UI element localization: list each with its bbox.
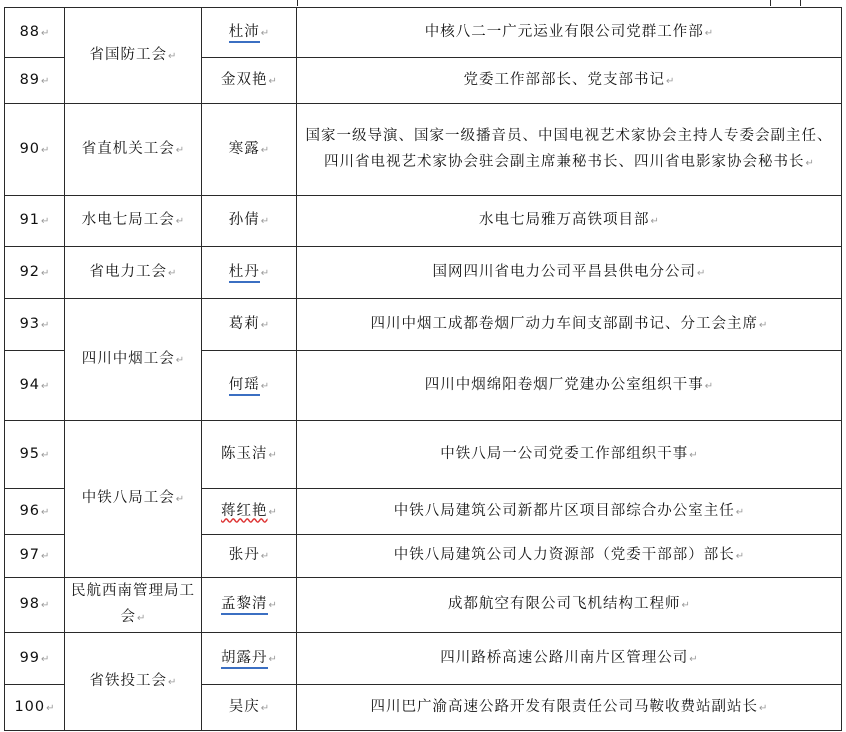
paragraph-mark-icon: ↵ bbox=[41, 75, 50, 87]
name-cell bbox=[202, 196, 297, 247]
paragraph-mark-icon: ↵ bbox=[735, 551, 745, 562]
name-cell bbox=[202, 489, 297, 535]
title-cell bbox=[297, 489, 842, 535]
row-number bbox=[5, 104, 65, 196]
row-number bbox=[5, 196, 65, 247]
paragraph-mark-icon: ↵ bbox=[697, 267, 706, 279]
paragraph-mark-icon: ↵ bbox=[704, 27, 714, 39]
paragraph-mark-icon: ↵ bbox=[41, 506, 50, 518]
title-cell-text: 成都航空有限公司飞机结构工程师 bbox=[448, 596, 681, 612]
name-cell bbox=[202, 351, 297, 421]
row-number-text: 95 bbox=[19, 445, 41, 462]
title-cell bbox=[297, 578, 842, 633]
title-cell-text: 中核八二一广元运业有限公司党群工作部 bbox=[424, 23, 704, 40]
paragraph-mark-icon: ↵ bbox=[260, 267, 270, 279]
border-stub bbox=[800, 0, 801, 6]
title-cell-text: 水电七局雅万高铁项目部 bbox=[479, 212, 650, 228]
paragraph-mark-icon: ↵ bbox=[805, 157, 814, 169]
paragraph-mark-icon: ↵ bbox=[168, 50, 177, 62]
table-row bbox=[5, 633, 842, 685]
union-cell-text: 水电七局工会 bbox=[81, 212, 175, 228]
row-number-text: 90 bbox=[19, 140, 41, 157]
name-cell bbox=[202, 247, 297, 299]
union-cell bbox=[65, 8, 202, 104]
paragraph-mark-icon: ↵ bbox=[260, 702, 270, 714]
title-cell bbox=[297, 58, 842, 104]
title-cell bbox=[297, 8, 842, 58]
name-cell-text: 胡露丹 bbox=[221, 650, 268, 669]
row-number bbox=[5, 247, 65, 299]
row-number-text: 92 bbox=[19, 263, 41, 280]
paragraph-mark-icon: ↵ bbox=[175, 494, 185, 505]
row-number-text: 99 bbox=[19, 649, 41, 666]
name-cell bbox=[202, 299, 297, 351]
name-cell-text: 金双艳 bbox=[221, 71, 268, 88]
paragraph-mark-icon: ↵ bbox=[41, 551, 50, 562]
paragraph-mark-icon: ↵ bbox=[41, 319, 50, 331]
roster-body bbox=[5, 8, 842, 731]
paragraph-mark-icon: ↵ bbox=[689, 449, 698, 461]
paragraph-mark-icon: ↵ bbox=[41, 653, 50, 665]
paragraph-mark-icon: ↵ bbox=[260, 319, 270, 331]
name-cell bbox=[202, 633, 297, 685]
paragraph-mark-icon: ↵ bbox=[260, 27, 270, 39]
paragraph-mark-icon: ↵ bbox=[268, 506, 277, 518]
row-number-text: 89 bbox=[19, 71, 41, 88]
border-stub bbox=[297, 0, 298, 6]
paragraph-mark-icon: ↵ bbox=[137, 613, 146, 624]
row-number-text: 91 bbox=[19, 212, 41, 228]
union-cell bbox=[65, 421, 202, 578]
row-number bbox=[5, 633, 65, 685]
table-row bbox=[5, 299, 842, 351]
paragraph-mark-icon: ↵ bbox=[41, 27, 50, 39]
name-cell bbox=[202, 685, 297, 731]
title-cell-text: 国家一级导演、国家一级播音员、中国电视艺术家协会主持人专委会副主任、四川省电视艺术家协会驻会副主席兼秘书长、四川省电影家协会秘书长 bbox=[305, 127, 833, 170]
title-cell-text: 中铁八局建筑公司新都片区项目部综合办公室主任 bbox=[393, 502, 735, 519]
paragraph-mark-icon: ↵ bbox=[759, 319, 768, 331]
paragraph-mark-icon: ↵ bbox=[681, 600, 690, 611]
roster-table bbox=[4, 7, 842, 731]
union-cell-text: 中铁八局工会 bbox=[81, 490, 175, 506]
name-cell-text: 孟黎清 bbox=[221, 596, 268, 615]
title-cell-text: 四川路桥高速公路川南片区管理公司 bbox=[440, 649, 689, 666]
name-cell bbox=[202, 104, 297, 196]
paragraph-mark-icon: ↵ bbox=[759, 702, 768, 714]
row-number bbox=[5, 299, 65, 351]
union-cell-text: 省电力工会 bbox=[89, 263, 168, 280]
paragraph-mark-icon: ↵ bbox=[175, 144, 185, 156]
name-cell-text: 吴庆 bbox=[228, 698, 260, 715]
paragraph-mark-icon: ↵ bbox=[260, 380, 270, 392]
union-cell bbox=[65, 578, 202, 633]
union-cell bbox=[65, 633, 202, 731]
title-cell bbox=[297, 247, 842, 299]
row-number-text: 94 bbox=[19, 376, 41, 393]
paragraph-mark-icon: ↵ bbox=[41, 380, 50, 392]
table-row bbox=[5, 8, 842, 58]
name-cell bbox=[202, 8, 297, 58]
title-cell-text: 党委工作部部长、党支部书记 bbox=[463, 71, 666, 88]
name-cell bbox=[202, 578, 297, 633]
table-row bbox=[5, 247, 842, 299]
table-row bbox=[5, 196, 842, 247]
table-row bbox=[5, 578, 842, 633]
border-stub bbox=[770, 0, 771, 6]
row-number bbox=[5, 8, 65, 58]
name-cell-text: 何瑶 bbox=[229, 377, 260, 396]
union-cell bbox=[65, 196, 202, 247]
title-cell-text: 四川中烟工成都卷烟厂动力车间支部副书记、分工会主席 bbox=[370, 315, 759, 332]
name-cell bbox=[202, 58, 297, 104]
row-number bbox=[5, 351, 65, 421]
paragraph-mark-icon: ↵ bbox=[704, 380, 714, 392]
union-cell bbox=[65, 104, 202, 196]
paragraph-mark-icon: ↵ bbox=[168, 676, 177, 688]
row-number bbox=[5, 535, 65, 578]
paragraph-mark-icon: ↵ bbox=[41, 449, 50, 461]
title-cell-text: 四川巴广渝高速公路开发有限责任公司马鞍收费站副站长 bbox=[370, 698, 759, 715]
name-cell-text: 杜沛 bbox=[229, 24, 260, 43]
title-cell bbox=[297, 196, 842, 247]
title-cell-text: 中铁八局建筑公司人力资源部（党委干部部）部长 bbox=[393, 547, 735, 563]
row-number-text: 93 bbox=[19, 315, 41, 332]
table-row bbox=[5, 104, 842, 196]
row-number-text: 88 bbox=[19, 23, 41, 40]
name-cell-text: 孙倩 bbox=[228, 212, 260, 228]
name-cell-text: 寒露 bbox=[228, 140, 260, 157]
paragraph-mark-icon: ↵ bbox=[260, 144, 270, 156]
title-cell bbox=[297, 421, 842, 489]
name-cell-text: 杜丹 bbox=[229, 264, 260, 283]
row-number-text: 98 bbox=[19, 596, 41, 612]
paragraph-mark-icon: ↵ bbox=[46, 702, 55, 714]
paragraph-mark-icon: ↵ bbox=[41, 216, 50, 227]
title-cell-text: 四川中烟绵阳卷烟厂党建办公室组织干事 bbox=[424, 376, 704, 393]
name-cell bbox=[202, 421, 297, 489]
row-number-text: 96 bbox=[19, 502, 41, 519]
paragraph-mark-icon: ↵ bbox=[268, 600, 277, 611]
paragraph-mark-icon: ↵ bbox=[666, 75, 675, 87]
title-cell bbox=[297, 104, 842, 196]
union-cell-text: 省直机关工会 bbox=[81, 140, 175, 157]
name-cell-text: 葛莉 bbox=[228, 315, 260, 332]
table-row bbox=[5, 421, 842, 489]
paragraph-mark-icon: ↵ bbox=[689, 653, 698, 665]
name-cell bbox=[202, 535, 297, 578]
name-cell-text: 蒋红艳 bbox=[221, 502, 268, 519]
title-cell bbox=[297, 685, 842, 731]
paragraph-mark-icon: ↵ bbox=[268, 449, 277, 461]
paragraph-mark-icon: ↵ bbox=[41, 144, 50, 156]
title-cell bbox=[297, 351, 842, 421]
union-cell bbox=[65, 247, 202, 299]
title-cell-text: 中铁八局一公司党委工作部组织干事 bbox=[440, 445, 689, 462]
paragraph-mark-icon: ↵ bbox=[175, 354, 185, 366]
paragraph-mark-icon: ↵ bbox=[268, 75, 277, 87]
row-number bbox=[5, 578, 65, 633]
row-number-text: 100 bbox=[14, 698, 46, 715]
union-cell bbox=[65, 299, 202, 421]
union-cell-text: 省铁投工会 bbox=[89, 672, 168, 689]
paragraph-mark-icon: ↵ bbox=[735, 506, 745, 518]
row-number bbox=[5, 421, 65, 489]
title-cell bbox=[297, 535, 842, 578]
row-number bbox=[5, 58, 65, 104]
title-cell-text: 国网四川省电力公司平昌县供电分公司 bbox=[432, 263, 697, 280]
row-number bbox=[5, 685, 65, 731]
paragraph-mark-icon: ↵ bbox=[268, 653, 277, 665]
paragraph-mark-icon: ↵ bbox=[41, 600, 50, 611]
paragraph-mark-icon: ↵ bbox=[175, 216, 185, 227]
paragraph-mark-icon: ↵ bbox=[650, 216, 659, 227]
paragraph-mark-icon: ↵ bbox=[168, 267, 177, 279]
name-cell-text: 张丹 bbox=[228, 547, 260, 563]
union-cell-text: 民航西南管理局工会 bbox=[71, 583, 195, 625]
paragraph-mark-icon: ↵ bbox=[260, 551, 270, 562]
title-cell bbox=[297, 633, 842, 685]
title-cell bbox=[297, 299, 842, 351]
union-cell-text: 四川中烟工会 bbox=[81, 350, 175, 367]
union-cell-text: 省国防工会 bbox=[89, 46, 168, 63]
paragraph-mark-icon: ↵ bbox=[41, 267, 50, 279]
row-number bbox=[5, 489, 65, 535]
name-cell-text: 陈玉洁 bbox=[221, 445, 268, 462]
row-number-text: 97 bbox=[19, 547, 41, 563]
paragraph-mark-icon: ↵ bbox=[260, 216, 270, 227]
